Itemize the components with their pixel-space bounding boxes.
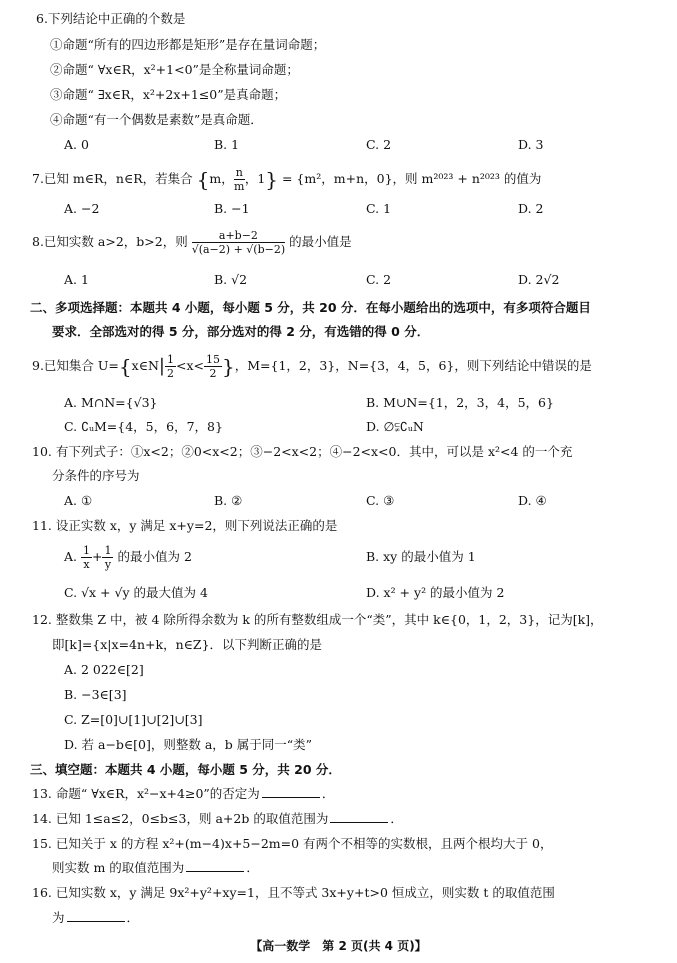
q9-frac2 <box>204 353 222 380</box>
section2-header-line1: 二、多项选择题：本题共 4 小题，每小题 5 分，共 20 分．在每小题给出的选项中，有多项符合题目 <box>30 300 591 315</box>
q7-fraction <box>234 166 245 193</box>
q13-text: 13. 命题“ ∀x∈R，x²−x+4≥0”的否定为 <box>32 786 260 801</box>
q13-end: ． <box>321 786 335 801</box>
q7-option-b: B. −1 <box>214 201 250 216</box>
q7-pre: 7.已知 m∈R，n∈R，若集合 <box>32 171 193 186</box>
q7-option-a: A. −2 <box>64 201 100 216</box>
q15-answer-blank[interactable] <box>186 871 244 872</box>
q11-a-plus: + <box>92 549 103 564</box>
q6-statement-3: ③命题“ ∃x∈R，x²+2x+1≤0”是真命题； <box>50 87 287 102</box>
q8-option-b: B. √2 <box>214 272 248 287</box>
q8-option-c: C. 2 <box>366 272 392 287</box>
q7-option-c: C. 1 <box>366 201 392 216</box>
q9-cond-a: x∈N <box>131 358 159 373</box>
q6-statement-4: ④命题“有一个偶数是素数”是真命题． <box>50 112 263 127</box>
q9-post: ，M={1，2，3}，N={3，4，5，6}，则下列结论中错误的是 <box>234 358 592 373</box>
q9-option-c: C. ∁ᵤM={4，5，6，7，8} <box>64 419 223 434</box>
q7-option-d: D. 2 <box>518 201 544 216</box>
q11-option-a-label: A. <box>64 549 78 564</box>
q14-answer-blank[interactable] <box>330 822 388 823</box>
q9-option-d: D. ∅⫋∁ᵤN <box>366 419 424 434</box>
q14-text: 14. 已知 1≤a≤2，0≤b≤3，则 a+2b 的取值范围为 <box>32 811 329 826</box>
q11-a-frac2-den: y <box>104 558 112 571</box>
q7-post: = {m²，m+n，0}，则 m²⁰²³ + n²⁰²³ 的值为 <box>281 171 542 186</box>
q11-option-a <box>64 541 192 573</box>
q6-option-b: B. 1 <box>214 137 240 152</box>
q8-frac-den: √(a−2) + √(b−2) <box>191 243 286 256</box>
q16-end: ． <box>126 910 140 925</box>
q9-frac1-den: 2 <box>166 367 174 380</box>
q11-a-post: 的最小值为 2 <box>117 549 192 564</box>
q7-stem <box>32 164 541 195</box>
q9-brace-close: } <box>221 354 235 379</box>
q6-option-d: D. 3 <box>518 137 544 152</box>
q10-option-a: A. ① <box>64 493 93 508</box>
q6-stem: 6.下列结论中正确的个数是 <box>36 11 186 26</box>
q14-end: ． <box>390 811 403 826</box>
q11-a-frac1-num: 1 <box>83 544 90 557</box>
q16-answer-blank[interactable] <box>67 921 125 922</box>
q7-brace-close: } <box>265 167 278 192</box>
q6-option-a: A. 0 <box>64 137 89 152</box>
q12-option-c: C. Z=[0]∪[1]∪[2]∪[3] <box>64 712 203 727</box>
q9-option-b: B. M∪N={1，2，3，4，5，6} <box>366 395 554 410</box>
q9-frac2-num: 15 <box>205 353 220 366</box>
q9-frac1 <box>165 353 176 380</box>
q10-option-b: B. ② <box>214 493 243 508</box>
q7-frac-den: m <box>234 180 245 193</box>
q16-text: 为 <box>52 910 65 925</box>
q9-frac1-num: 1 <box>166 353 174 366</box>
q16-line2 <box>52 909 139 927</box>
q15-line1: 15. 已知关于 x 的方程 x²+(m−4)x+5−2m=0 有两个不相等的实数根，且两个根均大于 0， <box>32 836 553 851</box>
q6-option-c: C. 2 <box>366 137 392 152</box>
q8-pre: 8.已知实数 a>2，b>2，则 <box>32 234 188 249</box>
q9-bar: | <box>158 355 165 377</box>
q8-fraction <box>192 229 285 256</box>
q9-frac2-den: 2 <box>209 367 217 380</box>
q6-statement-1: ①命题“所有的四边形都是矩形”是存在量词命题； <box>50 37 326 52</box>
q8-option-d: D. 2√2 <box>518 272 560 287</box>
q8-option-a: A. 1 <box>64 272 89 287</box>
q9-pre: 9.已知集合 U= <box>32 358 119 373</box>
q10-option-d: D. ④ <box>518 493 547 508</box>
q15-text: 则实数 m 的取值范围为 <box>52 860 185 875</box>
q7-set-a: m， <box>209 171 234 186</box>
q12-option-a: A. 2 022∈[2] <box>64 662 144 677</box>
q8-stem <box>32 226 352 258</box>
section2-header-line2: 要求．全部选对的得 5 分，部分选对的得 2 分，有选错的得 0 分． <box>52 324 430 339</box>
q11-a-frac1-den: x <box>83 558 90 571</box>
page-footer: 【高一数学 第 2 页(共 4 页)】 <box>250 939 427 953</box>
q14 <box>32 810 403 828</box>
section3-header: 三、填空题：本题共 4 小题，每小题 5 分，共 20 分． <box>30 762 341 777</box>
q7-set-b: ，1 <box>244 171 266 186</box>
q10-line1: 10. 有下列式子：①x<2；②0<x<2；③−2<x<2；④−2<x<0．其中，可以是 x²<4 的一个充 <box>32 444 573 459</box>
q11-a-frac2 <box>102 544 113 571</box>
q9-brace-open: { <box>118 354 132 379</box>
q9-stem <box>32 350 592 383</box>
q13 <box>32 785 334 803</box>
q8-frac-num: a+b−2 <box>192 229 285 243</box>
q12-option-d: D. 若 a−b∈[0]，则整数 a，b 属于同一“类” <box>64 737 313 752</box>
q15-end: ． <box>246 860 259 875</box>
q11-option-b: B. xy 的最小值为 1 <box>366 549 476 564</box>
q15-line2 <box>52 859 259 877</box>
q10-option-c: C. ③ <box>366 493 395 508</box>
q11-a-frac2-num: 1 <box>104 544 112 557</box>
q6-statement-2: ②命题“ ∀x∈R，x²+1<0”是全称量词命题； <box>50 62 299 77</box>
q16-line1: 16. 已知实数 x，y 满足 9x²+y²+xy=1，且不等式 3x+y+t>0 恒成立，则实数 t 的取值范围 <box>32 885 555 900</box>
q12-line2: 即[k]={x|x=4n+k，n∈Z}．以下判断正确的是 <box>52 637 323 652</box>
q13-answer-blank[interactable] <box>262 797 320 798</box>
q9-mid: <x< <box>175 358 204 373</box>
q12-line1: 12. 整数集 Z 中，被 4 除所得余数为 k 的所有整数组成一个“类”，其中 k∈{0，1，2，3}，记为[k]， <box>32 612 603 627</box>
q11-a-frac1 <box>81 544 92 571</box>
q12-option-b: B. −3∈[3] <box>64 687 127 702</box>
q9-option-a: A. M∩N={√3} <box>64 395 158 410</box>
q11-option-d: D. x² + y² 的最小值为 2 <box>366 585 505 600</box>
q7-brace-open: { <box>196 167 210 192</box>
q8-post: 的最小值是 <box>289 234 352 249</box>
q11-stem: 11. 设正实数 x，y 满足 x+y=2，则下列说法正确的是 <box>32 518 338 533</box>
q10-line2: 分条件的序号为 <box>52 468 140 483</box>
q7-frac-num: n <box>235 166 243 179</box>
q11-option-c: C. √x + √y 的最大值为 4 <box>64 585 208 600</box>
